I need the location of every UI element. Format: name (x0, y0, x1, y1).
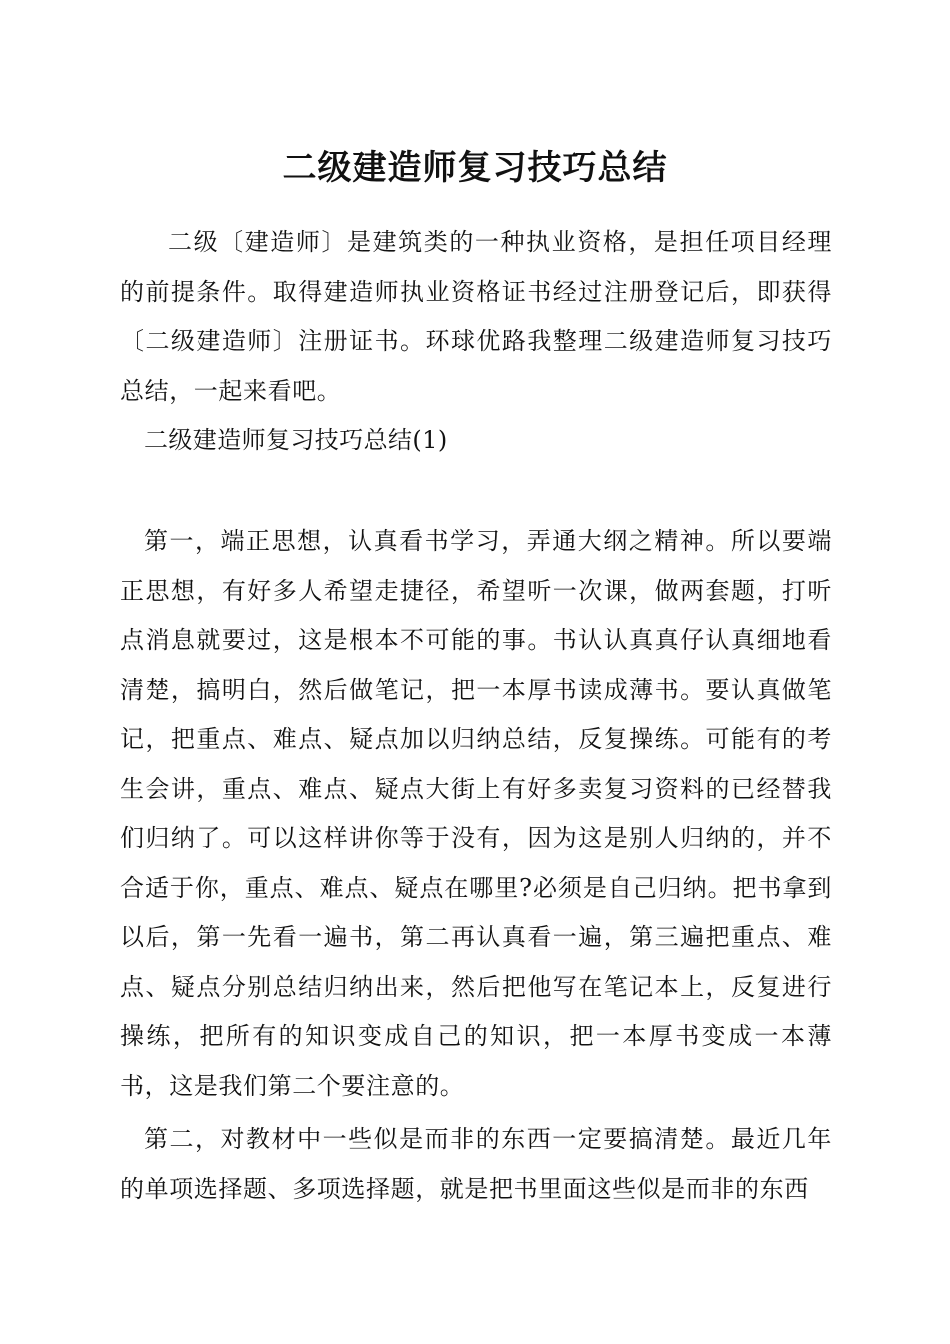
intro-paragraph: 二级〔建造师〕是建筑类的一种执业资格，是担任项目经理的前提条件。取得建造师执业资格证书经过注册登记后，即获得〔二级建造师〕注册证书。环球优路我整理二级建造师复习技巧总结，一起来看吧。 (120, 228, 832, 405)
section-subheading: 二级建造师复习技巧总结(1) (144, 426, 448, 454)
body-paragraph-second: 第二，对教材中一些似是而非的东西一定要搞清楚。最近几年的单项选择题、多项选择题，就是把书里面这些似是而非的东西 (120, 1125, 832, 1203)
body-paragraph-first: 第一，端正思想，认真看书学习，弄通大纲之精神。所以要端正思想，有好多人希望走捷径，希望听一次课，做两套题，打听点消息就要过，这是根本不可能的事。书认认真真仔认真细地看清楚，搞明白，然后做笔记，把一本厚书读成薄书。要认真做笔记，把重点、难点、疑点加以归纳总结，反复操练。可能有的考生会讲，重点、难点、疑点大街上有好多卖复习资料的已经替我们归纳了。可以这样讲你等于没有，因为这是别人归纳的，并不合适于你，重点、难点、疑点在哪里?必须是自己归纳。把书拿到以后，第一先看一遍书，第二再认真看一遍，第三遍把重点、难点、疑点分别总结归纳出来，然后把他写在笔记本上，反复进行操练，把所有的知识变成自己的知识，把一本厚书变成一本薄书，这是我们第二个要注意的。 (120, 527, 832, 1100)
document-title: 二级建造师复习技巧总结 (282, 148, 668, 188)
